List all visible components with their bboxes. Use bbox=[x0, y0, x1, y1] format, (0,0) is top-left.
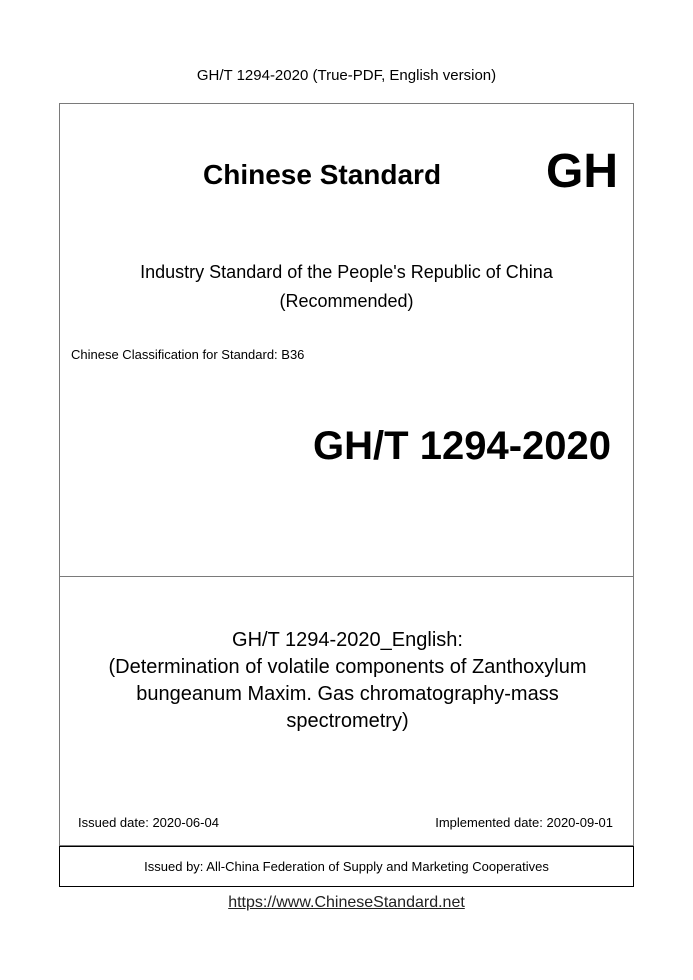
industry-standard-line: Industry Standard of the People's Republic of China bbox=[140, 262, 553, 282]
english-title-line: bungeanum Maxim. Gas chromatography-mass bbox=[136, 683, 559, 705]
english-title-block bbox=[90, 627, 605, 735]
english-title-line: spectrometry) bbox=[286, 710, 409, 732]
document-header-title: GH/T 1294-2020 (True-PDF, English version) bbox=[196, 67, 497, 84]
standard-code: GH bbox=[546, 145, 618, 198]
english-title-line: GH/T 1294-2020_English: bbox=[232, 629, 463, 651]
recommended-label: (Recommended) bbox=[279, 291, 414, 311]
implemented-date: Implemented date: 2020-09-01 bbox=[435, 815, 613, 830]
footer bbox=[0, 893, 693, 913]
section-divider bbox=[60, 576, 633, 577]
standard-title: Chinese Standard bbox=[203, 159, 442, 190]
industry-standard-heading bbox=[60, 258, 633, 316]
issuer-box bbox=[59, 846, 634, 887]
website-link[interactable]: https://www.ChineseStandard.net bbox=[228, 894, 465, 911]
issued-by-text: Issued by: All-China Federation of Supply and Marketing Cooperatives bbox=[144, 859, 549, 874]
classification-text: Chinese Classification for Standard: B36 bbox=[71, 347, 305, 362]
cover-frame bbox=[59, 103, 634, 846]
standard-number: GH/T 1294-2020 bbox=[313, 424, 611, 468]
english-title-line: (Determination of volatile components of Zanthoxylum bbox=[108, 656, 587, 678]
issued-date: Issued date: 2020-06-04 bbox=[78, 815, 219, 830]
